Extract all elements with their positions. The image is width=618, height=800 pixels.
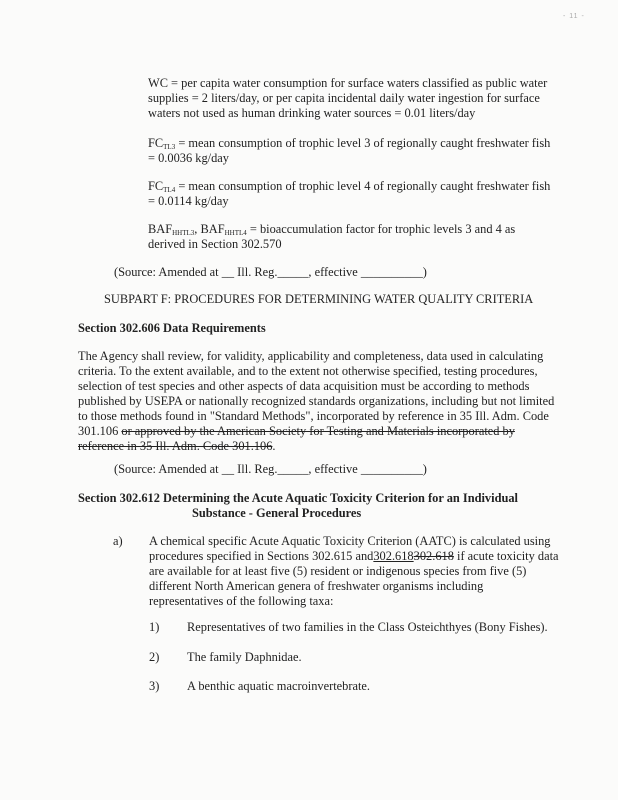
baf-definition — [148, 222, 515, 252]
text-line: to those methods found in "Standard Methods", incorporated by reference in 35 Ill. Adm. Code — [78, 409, 549, 423]
text-line: different North American genera of freshwater organisms including — [149, 579, 484, 593]
subscript: TL3 — [163, 143, 176, 151]
wc-definition — [148, 76, 547, 121]
text-line: derived in Section 302.570 — [148, 237, 282, 251]
text-line: are available for at least five (5) resident or indigenous species from five (5) — [149, 564, 527, 578]
list-item-number: 3) — [149, 679, 160, 693]
text-line: = 0.0036 kg/day — [148, 151, 229, 165]
list-item: Representatives of two families in the Class Osteichthyes (Bony Fishes). — [187, 620, 548, 634]
text-line: supplies = 2 liters/day, or per capita incidental daily water ingestion for surface — [148, 91, 540, 105]
struck-text: reference in 35 Ill. Adm. Code 301.106 — [78, 439, 273, 453]
subscript: HHTL3 — [172, 229, 195, 237]
subpart-heading: SUBPART F: PROCEDURES FOR DETERMINING WATER QUALITY CRITERIA — [104, 292, 534, 306]
text-line: published by USEPA or nationally recognized standards organizations, including but not limited — [78, 394, 555, 408]
page-number-mark: - 11 - — [563, 13, 585, 20]
text-line: Section 302.612 Determining the Acute Aquatic Toxicity Criterion for an Individual — [78, 491, 518, 505]
text-line: WC = per capita water consumption for surface waters classified as public water — [148, 76, 548, 90]
list-item: A benthic aquatic macroinvertebrate. — [187, 679, 371, 693]
list-item: The family Daphnidae. — [187, 650, 302, 664]
section-302-606-heading: Section 302.606 Data Requirements — [78, 321, 266, 335]
subsection-label: a) — [113, 534, 123, 548]
text: procedures specified in Sections 302.615 and — [149, 549, 374, 563]
text-line: Substance - General Procedures — [192, 506, 362, 520]
source-note: (Source: Amended at __ Ill. Reg._____, effective __________) — [114, 265, 427, 279]
struck-text: 302.618 — [413, 549, 454, 563]
list-item-number: 1) — [149, 620, 160, 634]
text: 301.106 — [78, 424, 122, 438]
text-line: representatives of the following taxa: — [149, 594, 334, 608]
text-line: waters not used as human drinking water sources = 0.01 liters/day — [148, 106, 476, 120]
section-302-612-heading — [78, 491, 518, 521]
symbol: FC — [148, 179, 164, 193]
fc-tl4-definition — [148, 179, 550, 209]
subscript: HHTL4 — [224, 229, 247, 237]
section-302-606-body — [78, 349, 554, 454]
text-line: = 0.0114 kg/day — [148, 194, 229, 208]
text: = mean consumption of trophic level 3 of regionally caught freshwater fish — [175, 136, 551, 150]
text-line: A chemical specific Acute Aquatic Toxicity Criterion (AATC) is calculated using — [149, 534, 551, 548]
text: = mean consumption of trophic level 4 of regionally caught freshwater fish — [175, 179, 551, 193]
fc-tl3-definition — [148, 136, 550, 166]
symbol: FC — [148, 136, 164, 150]
inserted-text: 302.618 — [373, 549, 414, 563]
symbol: BAF — [148, 222, 173, 236]
source-note: (Source: Amended at __ Ill. Reg._____, effective __________) — [114, 462, 427, 476]
symbol: , BAF — [194, 222, 225, 236]
list-item-number: 2) — [149, 650, 160, 664]
text: if acute toxicity data — [453, 549, 559, 563]
text: = bioaccumulation factor for trophic levels 3 and 4 as — [246, 222, 516, 236]
subsection-a-text — [149, 534, 559, 609]
text-line: The Agency shall review, for validity, applicability and completeness, data used in calculating — [78, 349, 544, 363]
text-line: selection of test species and other aspects of data acquisition must be according to methods — [78, 379, 530, 393]
subscript: TL4 — [163, 186, 176, 194]
text: . — [272, 439, 276, 453]
text-line: criteria. To the extent available, and to the extent not otherwise specified, testing procedures, — [78, 364, 538, 378]
struck-text: or approved by the American Society for Testing and Materials incorporated by — [121, 424, 515, 438]
